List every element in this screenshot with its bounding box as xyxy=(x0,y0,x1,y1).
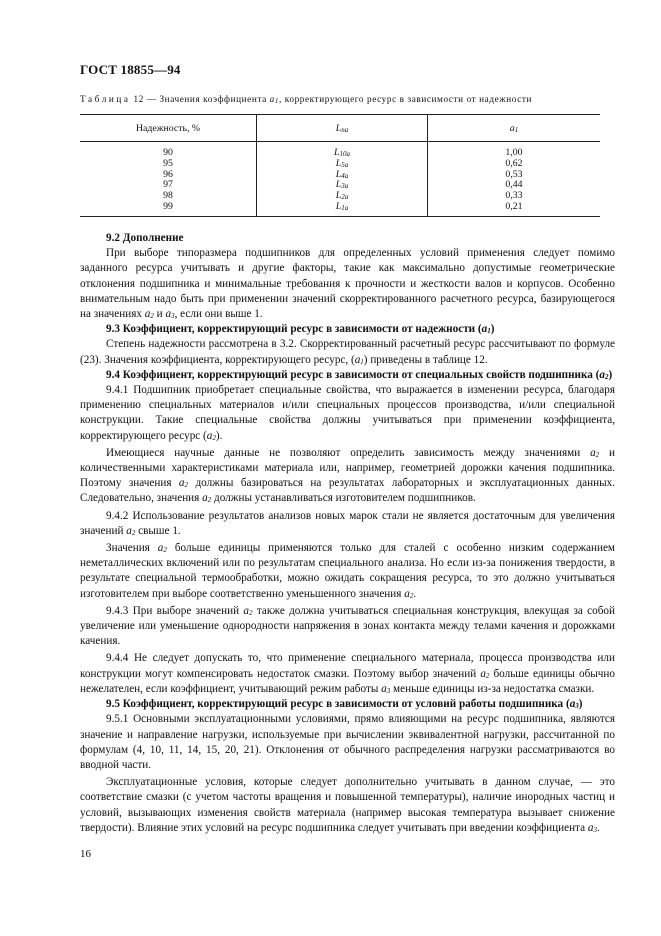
paragraph: 9.4.1 Подшипник приобретает специальные свойства, что выражается в изменении ресурса, благодаря применению специальных материалов и/или специальных процессов производства, и/или специальной конструкции. Такие специальные свойства должны учитываться при применении коэффициента, корректирующего ресурс $(a_2)$. xyxy=(80,384,615,442)
paragraph: Значения $a_2$ больше единицы применяются только для сталей с особенно низким содержанием неметаллических включений или по результатам специального анализа. Но если из-за понижения твердости, в результате специальной термообработки, можно ожидать сокращения ресурса, то это должно учитываться изготовителем при выборе соответственно уменьшенного значения $a_2$. xyxy=(80,542,615,600)
table-cell: $L_{1a}$ xyxy=(257,202,428,216)
table-row xyxy=(80,142,600,159)
table-row xyxy=(80,202,600,216)
paragraph: 9.4.3 При выборе значений $a_2$ также должна учитываться специальная конструкция, влекущая за собой увеличение или уменьшение однородности напряжения в зонах контакта между телами качения и дорожками качения. xyxy=(80,604,615,648)
table-cell: 0,62 xyxy=(505,157,523,169)
paragraph: 9.5.1 Основными эксплуатационными условиями, прямо влияющими на ресурс подшипника, являются значение и направление нагрузки, используемые при вычислении эквивалентной нагрузки, рассчитанной по формулам (4, 10, 11, 14, 15, 20, 21). Отклонения от обычного распределения нагрузки рассматриваются во вводной части. xyxy=(80,713,615,771)
section-heading-9-5: 9.5 Коэффициент, корректирующий ресурс в зависимости от условий работы подшипника $(a_3)$ xyxy=(106,698,583,711)
table-header-lna: $L_{na}$ xyxy=(257,115,428,142)
paragraph: Имеющиеся научные данные не позволяют определить зависимость между значениями $a_2$ и количественными характеристиками материала или, например, геометрией дорожки качения подшипника. Поэтому значения $a_2$ должны базироваться на результатах лабораторных и эксплуатационных данных. Следовательно, значения $a_2$ должны устанавливаться изготовителем подшипников. xyxy=(80,446,616,505)
table-cell: 0,44 xyxy=(505,179,523,191)
table-header-reliability: Надежность, % xyxy=(80,115,257,142)
table-cell: 97 xyxy=(163,179,173,191)
paragraph: 9.4.4 Не следует допускать то, что применение специального материала, процесса производства или конструкции могут компенсировать недостаток смазки. Поэтому выбор значений $a_2$ больше единицы обычно нежелателен, если коэффициент, учитывающий режим работы $a_3$ меньше единицы из-за недостатка смазки. xyxy=(80,652,615,695)
table-cell: 0,33 xyxy=(505,190,523,202)
paragraph: 9.4.2 Использование результатов анализов новых марок стали не является достаточным для увеличения значений $a_2$ свыше 1. xyxy=(80,509,615,537)
table-cell: 90 xyxy=(163,147,173,158)
table-cell: $L_{10a}$ xyxy=(257,142,428,159)
section-heading-9-4: 9.4 Коэффициент, корректирующий ресурс в зависимости от специальных свойств подшипника $(a_2)$ xyxy=(106,368,613,381)
table-cell: 99 xyxy=(80,202,257,216)
paragraph: При выборе типоразмера подшипников для определенных условий применения следует помимо заданного ресурса учитывать и другие факторы, такие как максимально допустимые геометрические отклонения подшипника и минимальные требования к прочности и жесткости валов и корпусов. Особенно внимательным надо быть при применении значений скорректированного расчетного ресурса, базирующегося на значениях $a_2$ и $a_3$, если они выше 1. xyxy=(80,247,615,321)
table-cell: 1,00 xyxy=(505,147,523,158)
table-caption-label: Таблица xyxy=(80,94,131,104)
table-caption-text: 12 — Значения коэффициента $a_1$, корректирующего ресурс в зависимости от надежности xyxy=(133,94,533,105)
table-cell: $L_{4a}$ xyxy=(257,170,428,181)
table-cell: 98 xyxy=(163,190,173,202)
table-caption xyxy=(80,94,600,104)
table-cell: $L_{2a}$ xyxy=(257,191,428,202)
section-heading-9-3: 9.3 Коэффициент, корректирующий ресурс в зависимости от надежности $(a_1)$ xyxy=(106,323,495,336)
table-row xyxy=(80,159,600,170)
section-heading-9-2: 9.2 Дополнение xyxy=(106,232,184,244)
paragraph: Степень надежности рассмотрена в 3.2. Скорректированный расчетный ресурс рассчитывают по формуле (23). Значения коэффициента, корректирующего ресурс, $(a_1)$ приведены в таблице 12. xyxy=(80,338,615,366)
table-cell: 0,21 xyxy=(428,202,601,216)
page-number: 16 xyxy=(80,848,91,860)
document-body xyxy=(80,231,615,836)
table-cell: 96 xyxy=(163,168,173,180)
table-cell: 95 xyxy=(163,157,173,169)
table-cell: $L_{3a}$ xyxy=(257,180,428,191)
table-header-a1: $a_1$ xyxy=(428,115,601,142)
paragraph: Эксплуатационные условия, которые следует дополнительно учитывать в данном случае, — это соответствие смазки (с учетом частоты вращения и повышенной температуры), наличие инородных частиц и условий, вызывающих изменения свойств материала (например высокая температура вызывает снижение твердости). Влияние этих условий на ресурс подшипника следует учитывать при введении коэффициента $a_3$. xyxy=(80,776,615,834)
table-cell: $L_{5a}$ xyxy=(257,159,428,170)
table-cell: 0,53 xyxy=(505,168,523,180)
reliability-table xyxy=(80,114,600,217)
document-header: ГОСТ 18855—94 xyxy=(80,62,181,77)
table-header-row xyxy=(80,115,600,142)
